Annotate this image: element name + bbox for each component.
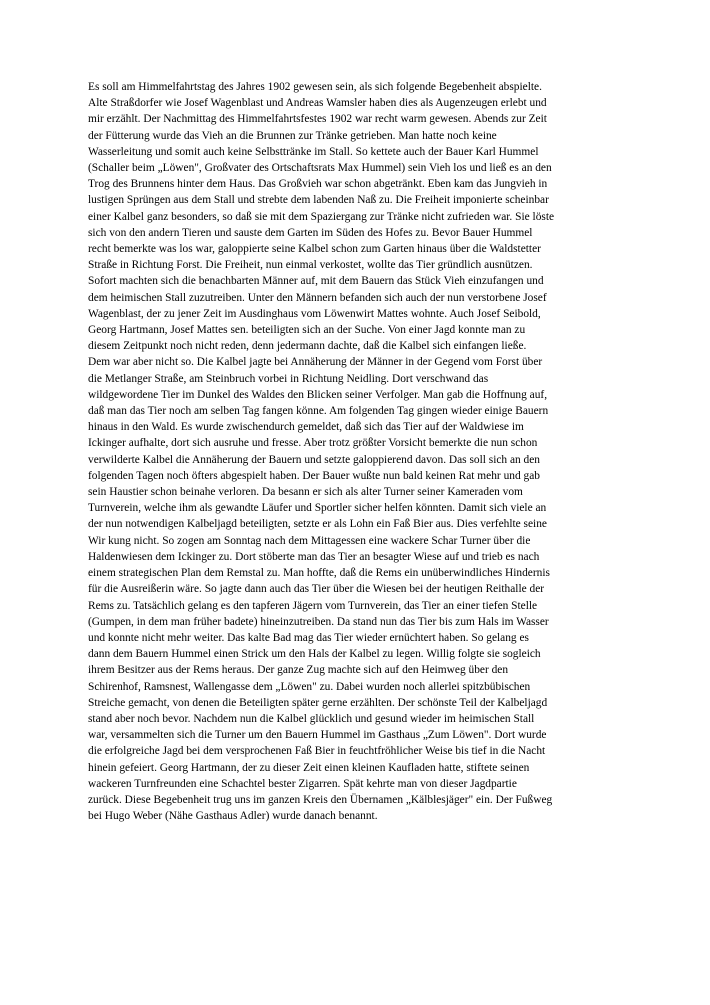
- text-line: stand aber noch bevor. Nachdem nun die Kalbel glücklich und gesund wieder im heimischen Stall: [88, 712, 535, 725]
- text-line: der Fütterung wurde das Vieh an die Brunnen zur Tränke getrieben. Man hatte noch keine: [88, 129, 497, 142]
- text-line: Trog des Brunnens hinter dem Haus. Das Großvieh war schon abgetränkt. Eben kam das Jungvieh in: [88, 178, 548, 191]
- text-line: Haldenwiesen dem Ickinger zu. Dort stöberte man das Tier an besagter Wiese auf und trieb es nach: [88, 550, 540, 563]
- text-line: Wasserleitung und somit auch keine Selbsttränke im Stall. So kettete auch der Bauer Karl Hummel: [88, 145, 539, 158]
- text-line: Schirenhof, Ramsnest, Wallengasse dem „Löwen" zu. Dabei wurden noch allerlei spitzbübischen: [88, 680, 531, 693]
- text-line: sein Haustier schon beinahe verloren. Da besann er sich als alter Turner seiner Kameraden vom: [88, 486, 523, 499]
- text-line: einem strategischen Plan dem Remstal zu. Man hoffte, daß die Rems ein unüberwindliches Hindernis: [88, 567, 550, 580]
- text-line: recht bemerkte was los war, galoppierte seine Kalbel schon zum Garten hinaus über die Waldstetter: [88, 243, 541, 256]
- text-line: dem heimischen Stall zuzutreiben. Unter den Männern befanden sich auch der nun verstorbene Josef: [88, 291, 547, 304]
- text-line: diesem Zeitpunkt noch nicht reden, denn jedermann dachte, daß die Kalbel sich einfangen ließe.: [88, 340, 527, 353]
- text-line: wildgewordene Tier im Dunkel des Waldes den Blicken seiner Verfolger. Man gab die Hoffnung auf,: [88, 388, 548, 401]
- text-line: (Schaller beim „Löwen", Großvater des Ortschaftsrats Max Hummel) sein Vieh los und ließ es an den: [88, 162, 552, 175]
- text-line: für die Ausreißerin wäre. So jagte dann auch das Tier über die Wiesen bei der heutigen Reithalle der: [88, 583, 545, 596]
- text-line: daß man das Tier noch am selben Tag fangen könne. Am folgenden Tag gingen wieder einige Bauern: [88, 405, 549, 418]
- text-line: die Metlanger Straße, am Steinbruch vorbei in Richtung Neidling. Dort verschwand das: [88, 372, 489, 385]
- text-line: (Gumpen, in dem man früher badete) hineinzutreiben. Da stand nun das Tier bis zum Hals im Wasser: [88, 615, 549, 628]
- text-line: Wir kung nicht. So zogen am Sonntag nach dem Mittagessen eine wackere Schar Turner über die: [88, 534, 531, 547]
- text-line: hinein gefeiert. Georg Hartmann, der zu dieser Zeit einen kleinen Kaufladen hatte, stiftete seinen: [88, 761, 530, 774]
- text-line: mir erzählt. Der Nachmittag des Himmelfahrtsfestes 1902 war recht warm gewesen. Abends zur Zeit: [88, 113, 547, 126]
- text-line: verwilderte Kalbel die Annäherung der Bauern und setzte galoppierend davon. Das soll sich an den: [88, 453, 540, 466]
- text-line: sich von den andern Tieren und sauste dem Garten im Süden des Hofes zu. Bevor Bauer Hummel: [88, 226, 533, 239]
- text-line: lustigen Sprüngen aus dem Stall und strebte dem labenden Naß zu. Die Freiheit imponierte scheinbar: [88, 194, 549, 207]
- text-line: einer Kalbel ganz besonders, so daß sie mit dem Spaziergang zur Tränke nicht zufrieden war. Sie löste: [88, 210, 555, 223]
- text-line: dann dem Bauern Hummel einen Strick um den Hals der Kalbel zu legen. Willig folgte sie sogleich: [88, 648, 541, 661]
- text-line: Alte Straßdorfer wie Josef Wagenblast und Andreas Wamsler haben dies als Augenzeugen erlebt und: [88, 97, 547, 110]
- text-line: Sofort machten sich die benachbarten Männer auf, mit dem Bauern das Stück Vieh einzufangen und: [88, 275, 544, 288]
- text-line: Straße in Richtung Forst. Die Freiheit, nun einmal verkostet, wollte das Tier gründlich ausnützen.: [88, 259, 533, 272]
- text-line: Es soll am Himmelfahrtstag des Jahres 1902 gewesen sein, als sich folgende Begebenheit abspielte.: [88, 81, 542, 93]
- text-line: wackeren Turnfreunden eine Schachtel bester Zigarren. Spät kehrte man von dieser Jagdpartie: [88, 777, 517, 790]
- text-line: bei Hugo Weber (Nähe Gasthaus Adler) wurde danach benannt.: [88, 810, 378, 823]
- text-line: der nun notwendigen Kalbeljagd beteiligten, setzte er als Lohn ein Faß Bier aus. Dies verfehlte seine: [88, 518, 547, 531]
- text-line: hinaus in den Wald. Es wurde zwischendurch gemeldet, daß sich das Tier auf der Waldwiese im: [88, 421, 524, 434]
- text-line: Turnverein, welche ihm als gewandte Läufer und Sportler sicher helfen könnten. Damit sich viele an: [88, 502, 547, 515]
- text-line: folgenden Tagen noch öfters abgespielt haben. Der Bauer wußte nun bald keinen Rat mehr und gab: [88, 469, 540, 482]
- text-line: die erfolgreiche Jagd bei dem versprochenen Faß Bier in feuchtfröhlicher Weise bis tief in die Nacht: [88, 745, 546, 758]
- text-line: ihrem Besitzer aus der Rems heraus. Der ganze Zug machte sich auf den Heimweg über den: [88, 664, 509, 677]
- text-line: Wagenblast, der zu jener Zeit im Ausdinghaus vom Löwenwirt Mattes wohnte. Auch Josef Seibold,: [88, 307, 541, 320]
- text-line: und konnte nicht mehr weiter. Das kalte Bad mag das Tier wieder ernüchtert haben. So gelang es: [88, 631, 529, 644]
- text-line: Streiche gemacht, von denen die Beteiligten später gerne erzählten. Der schönste Teil der Kalbeljagd: [88, 696, 548, 709]
- text-line: Ickinger aufhalte, dort sich ausruhe und fresse. Aber trotz größter Vorsicht bemerkte die nun schon: [88, 437, 538, 450]
- text-line: zurück. Diese Begebenheit trug uns im ganzen Kreis den Übernamen „Kälblesjäger" ein. Der Fußweg: [88, 793, 553, 806]
- text-line: war, versammelten sich die Turner um den Bauern Hummel im Gasthaus „Zum Löwen". Dort wurde: [88, 729, 547, 742]
- text-line: Dem war aber nicht so. Die Kalbel jagte bei Annäherung der Männer in der Gegend vom Forst über: [88, 356, 543, 369]
- body-text: [88, 79, 628, 824]
- text-line: Georg Hartmann, Josef Mattes sen. beteiligten sich an der Suche. Von einer Jagd konnte man zu: [88, 324, 526, 337]
- text-line: Rems zu. Tatsächlich gelang es den tapferen Jägern vom Turnverein, das Tier an einer tiefen Stelle: [88, 599, 538, 612]
